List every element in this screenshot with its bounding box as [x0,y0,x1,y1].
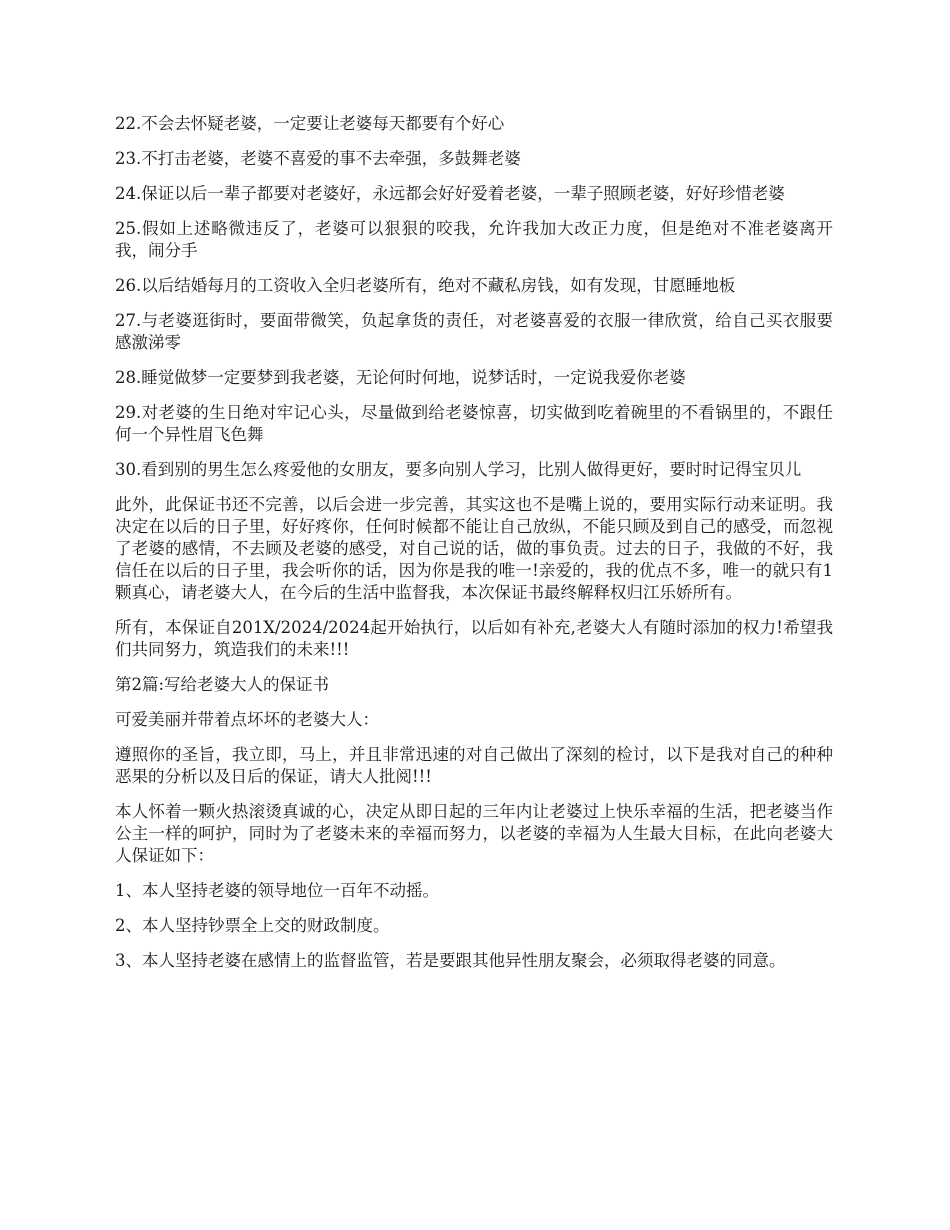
paragraph-item-30: 30.看到别的男生怎么疼爱他的女朋友，要多向别人学习，比别人做得更好，要时时记得宝贝儿 [115,460,802,479]
paragraph-item-25: 25.假如上述略微违反了，老婆可以狠狠的咬我，允许我加大改正力度，但是绝对不准老婆离开我，闹分手 [115,219,833,260]
paragraph-item-26: 26.以后结婚每月的工资收入全归老婆所有，绝对不藏私房钱，如有发现，甘愿睡地板 [115,276,736,295]
paragraph-supplement: 此外，此保证书还不完善，以后会进一步完善，其实这也不是嘴上说的，要用实际行动来证明。我决定在以后的日子里，好好疼你，任何时候都不能让自己放纵，不能只顾及到自己的感受，而忽视了老婆的感情，不去顾及老婆的感受，对自己说的话，做的事负责。过去的日子，我做的不好，我信任在以后的日子里，我会听你的话，因为你是我的唯一!亲爱的，我的优点不多，唯一的就只有1颗真心，请老婆大人，在今后的生活中监督我，本次保证书最终解释权归江乐娇所有。 [115,495,833,602]
paragraph-item-23: 23.不打击老婆，老婆不喜爱的事不去牵强，多鼓舞老婆 [115,149,521,168]
document-body [115,113,833,985]
paragraph-effective-date: 所有，本保证自201X/2024/2024起开始执行，以后如有补充,老婆大人有随时添加的权力!希望我们共同努力，筑造我们的未来!!! [115,618,833,659]
paragraph-pledge: 本人怀着一颗火热滚烫真诚的心，决定从即日起的三年内让老婆过上快乐幸福的生活，把老婆当作公主一样的呵护，同时为了老婆未来的幸福而努力，以老婆的幸福为人生最大目标，在此向老婆大人保证如下： [115,802,833,865]
paragraph-item-24: 24.保证以后一辈子都要对老婆好，永远都会好好爱着老婆，一辈子照顾老婆，好好珍惜老婆 [115,184,785,203]
paragraph-item-28: 28.睡觉做梦一定要梦到我老婆，无论何时何地，说梦话时，一定说我爱你老婆 [115,368,686,387]
paragraph-item-22: 22.不会去怀疑老婆，一定要让老婆每天都要有个好心 [115,114,505,133]
paragraph-item-27: 27.与老婆逛街时，要面带微笑，负起拿货的责任，对老婆喜爱的衣服一律欣赏，给自己买衣服要感激涕零 [115,311,833,352]
salutation: 可爱美丽并带着点坏坏的老婆大人： [115,710,379,729]
paragraph-item-29: 29.对老婆的生日绝对牢记心头，尽量做到给老婆惊喜，切实做到吃着碗里的不看锅里的，不跟任何一个异性眉飞色舞 [115,403,833,444]
list-item-2: 2、本人坚持钞票全上交的财政制度。 [115,916,390,935]
paragraph-intro: 遵照你的圣旨，我立即，马上，并且非常迅速的对自己做出了深刻的检讨，以下是我对自己的种种恶果的分析以及日后的保证，请大人批阅!!! [115,745,833,786]
list-item-3: 3、本人坚持老婆在感情上的监督监管，若是要跟其他异性朋友聚会，必须取得老婆的同意。 [115,951,786,970]
list-item-1: 1、本人坚持老婆的领导地位一百年不动摇。 [115,881,439,900]
section-heading: 第2篇:写给老婆大人的保证书 [115,675,330,694]
